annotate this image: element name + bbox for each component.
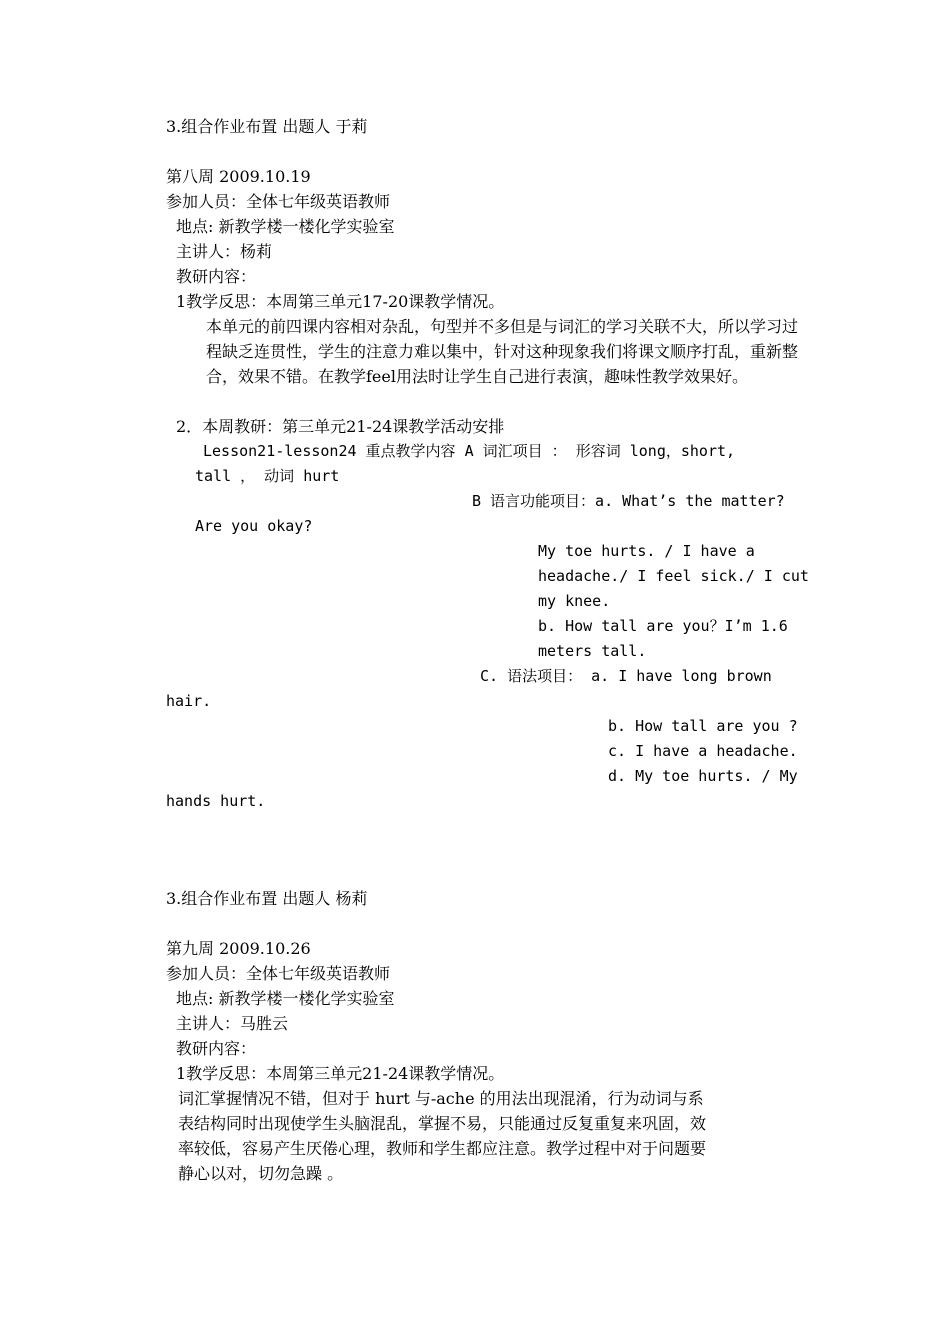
location-line: 地点: 新教学楼一楼化学实验室 xyxy=(176,989,395,1008)
plan-grammar-line: c. I have a headache. xyxy=(608,742,798,760)
participants-line: 参加人员：全体七年级英语教师 xyxy=(166,192,391,211)
week-heading: 第八周 2009.10.19 xyxy=(166,167,311,186)
assignment-line: 3.组合作业布置 出题人 于莉 xyxy=(166,117,368,136)
plan-grammar-line: b. How tall are you ? xyxy=(608,717,798,735)
reflection-text-line: 词汇掌握情况不错，但对于 hurt 与-ache 的用法出现混淆，行为动词与系 xyxy=(178,1089,704,1108)
assignment-line: 3.组合作业布置 出题人 杨莉 xyxy=(166,889,368,908)
participants-line: 参加人员：全体七年级英语教师 xyxy=(166,964,391,983)
location-line: 地点: 新教学楼一楼化学实验室 xyxy=(176,217,395,236)
plan-function-line: meters tall. xyxy=(538,642,647,660)
plan-function-line: my knee. xyxy=(538,592,611,610)
plan-grammar-line: d. My toe hurts. / My xyxy=(608,767,798,785)
reflection-text-line: 率较低，容易产生厌倦心理，教师和学生都应注意。教学过程中对于问题要 xyxy=(178,1139,707,1158)
plan-vocab-line: Lesson21-lesson24 重点教学内容 A 词汇项目 ： 形容词 long，short, xyxy=(203,442,736,460)
reflection-text-line: 程缺乏连贯性，学生的注意力难以集中，针对这种现象我们将课文顺序打乱，重新整 xyxy=(206,342,799,361)
plan-function-line: Are you okay? xyxy=(195,517,313,535)
reflection-text-line: 静心以对，切勿急躁 。 xyxy=(178,1164,344,1183)
reflection-text-line: 表结构同时出现使学生头脑混乱，掌握不易，只能通过反复重复来巩固，效 xyxy=(178,1114,707,1133)
reflection-title: 1教学反思：本周第三单元21-24课教学情况。 xyxy=(176,1064,505,1083)
week-heading: 第九周 2009.10.26 xyxy=(166,939,311,958)
plan-grammar-line: hands hurt. xyxy=(166,792,266,810)
plan-function-line: headache./ I feel sick./ I cut xyxy=(538,567,809,585)
reflection-text-line: 本单元的前四课内容相对杂乱，句型并不多但是与词汇的学习关联不大，所以学习过 xyxy=(206,317,799,336)
plan-grammar-line: hair. xyxy=(166,692,212,710)
reflection-title: 1教学反思：本周第三单元17-20课教学情况。 xyxy=(176,292,505,311)
plan-grammar-line: C. 语法项目： a. I have long brown xyxy=(480,667,772,685)
plan-function-line: b. How tall are you？I’m 1.6 xyxy=(538,617,788,635)
speaker-line: 主讲人：杨莉 xyxy=(176,242,273,261)
speaker-line: 主讲人：马胜云 xyxy=(176,1014,289,1033)
reflection-text-line: 合，效果不错。在教学feel用法时让学生自己进行表演，趣味性教学效果好。 xyxy=(206,367,748,386)
content-label: 教研内容： xyxy=(176,267,257,286)
plan-title: 2．本周教研：第三单元21-24课教学活动安排 xyxy=(176,417,505,436)
plan-vocab-line: tall ， 动词 hurt xyxy=(195,467,340,485)
plan-function-line: My toe hurts. / I have a xyxy=(538,542,755,560)
content-label: 教研内容： xyxy=(176,1039,257,1058)
plan-function-line: B 语言功能项目：a. What’s the matter? xyxy=(472,492,785,510)
